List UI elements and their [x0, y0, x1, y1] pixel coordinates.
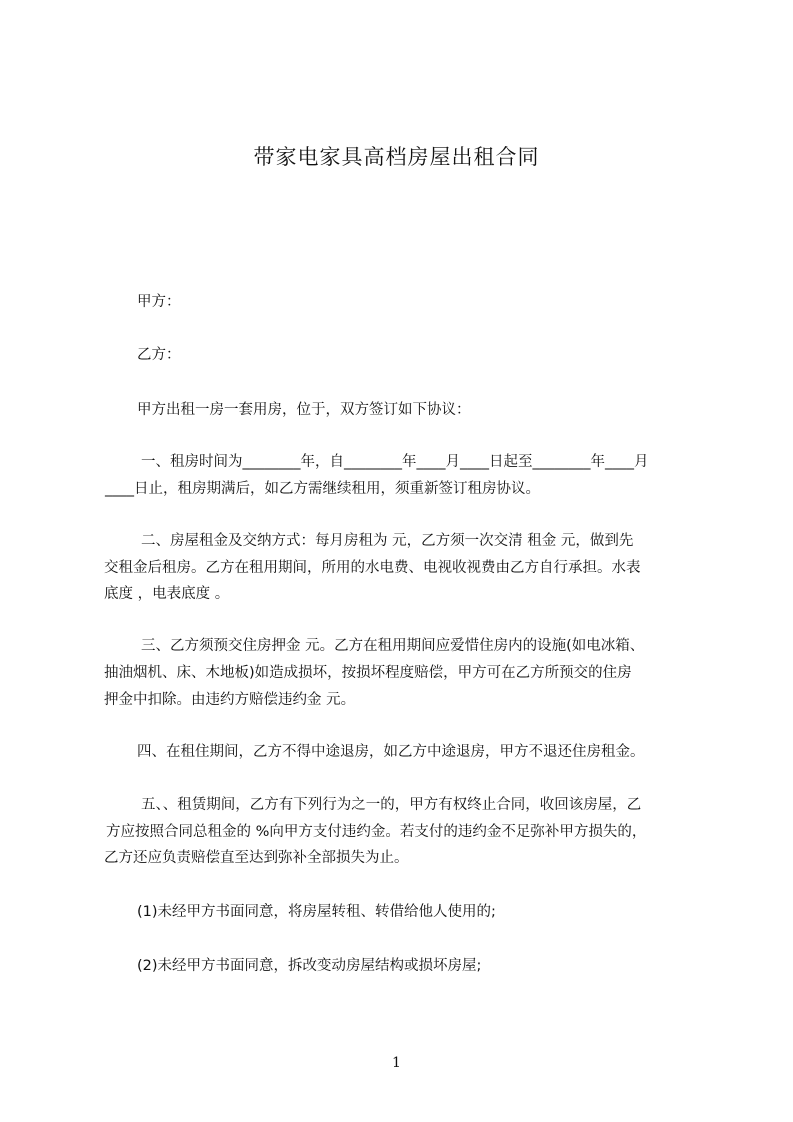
- clause-1-line-2: ____日止，租房期满后，如乙方需继续租用，须重新签订租房协议。: [105, 481, 540, 497]
- clause-2-line-1: 二、房屋租金及交纳方式：每月房租为 元，乙方须一次交清 租金 元，做到先: [141, 533, 634, 549]
- clause-1-line-1: 一、租房时间为________年，自________年____月____日起至________年____月: [141, 454, 649, 470]
- clause-5-item-1: (1)未经甲方书面同意，将房屋转租、转借给他人使用的;: [137, 904, 496, 920]
- intro-paragraph: 甲方出租一房一套用房，位于，双方签订如下协议：: [137, 402, 471, 418]
- party-a-label: 甲方：: [137, 294, 181, 310]
- clause-2-line-2: 交租金后租房。乙方在租用期间，所用的水电费、电视收视费由乙方自行承担。水表: [104, 560, 641, 576]
- clause-5-item-2: (2)未经甲方书面同意，拆改变动房屋结构或损坏房屋;: [137, 958, 482, 974]
- clause-3-line-2: 抽油烟机、床、木地板)如造成损坏，按损坏程度赔偿，甲方可在乙方所预交的住房: [104, 665, 632, 681]
- clause-4: 四、在租住期间，乙方不得中途退房，如乙方中途退房，甲方不退还住房租金。: [137, 744, 645, 760]
- party-b-label: 乙方：: [137, 347, 181, 363]
- clause-2-line-3: 底度 ，电表底度 。: [104, 586, 230, 602]
- page-number: 1: [392, 1055, 401, 1071]
- clause-5-line-3: 乙方还应负责赔偿直至达到弥补全部损失为止。: [104, 850, 409, 866]
- document-title: 带家电家具高档房屋出租合同: [253, 145, 540, 169]
- clause-3-line-3: 押金中扣除。由违约方赔偿违约金 元。: [104, 692, 356, 708]
- clause-5-line-1: 五、、租赁期间，乙方有下列行为之一的，甲方有权终止合同，收回该房屋，乙: [141, 797, 642, 813]
- clause-3-line-1: 三、乙方须预交住房押金 元。乙方在租用期间应爱惜住房内的设施(如电冰箱、: [141, 638, 645, 654]
- clause-5-line-2: 方应按照合同总租金的 %向甲方支付违约金。若支付的违约金不足弥补甲方损失的，: [106, 824, 647, 840]
